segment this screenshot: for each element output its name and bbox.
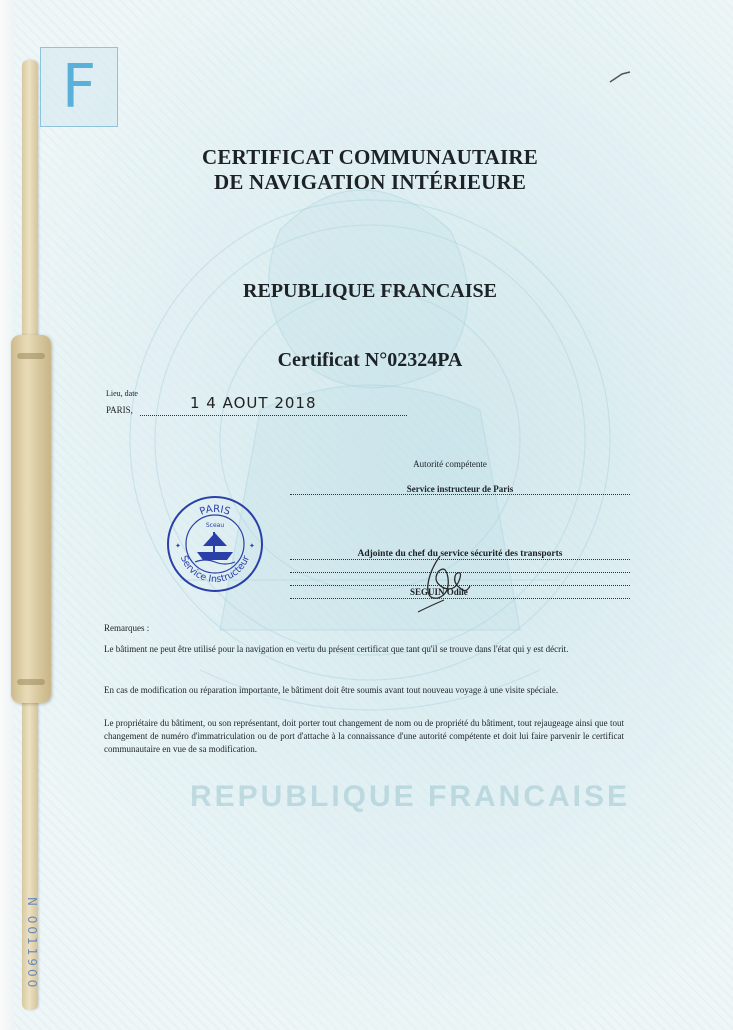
authority-label: Autorité compétente <box>413 459 487 469</box>
country-code: F <box>61 52 97 122</box>
stamp-bottom-text: Service Instructeur <box>177 554 253 586</box>
stamp-top-text: PARIS <box>198 503 232 518</box>
watermark-text: REPUBLIQUE FRANCAISE <box>190 780 631 813</box>
title-line-1: CERTIFICAT COMMUNAUTAIRE <box>202 145 538 169</box>
place-value: PARIS, <box>106 405 133 415</box>
signer-name-dotted-line <box>290 598 630 599</box>
authority-dotted-line <box>290 494 630 495</box>
certificate-number: Certificat N°02324PA <box>277 349 463 371</box>
remark-paragraph: Le propriétaire du bâtiment, ou son représentant, doit porter tout changement de nom ou de propriété du bâtiment, tout rejaugeage ainsi que tout changement de numéro d'immatriculation ou de port d'attache à la connaissance d'une autorité compétente et doit lui faire parvenir le certificat communautaire en vue de sa modification. <box>104 718 624 754</box>
svg-text:✦: ✦ <box>249 542 255 550</box>
issue-date: 1 4 AOUT 2018 <box>190 394 317 412</box>
binder-clip <box>11 335 51 703</box>
signer-name: SEGUIN Odile <box>410 587 468 597</box>
place-date-label: Lieu, date <box>106 389 138 398</box>
handwritten-signature <box>410 548 480 618</box>
svg-text:✦: ✦ <box>175 542 181 550</box>
document-title <box>170 145 570 195</box>
signer-role: Adjointe du chef du service sécurité des transports <box>357 549 563 559</box>
remarks-label: Remarques : <box>104 623 150 633</box>
serial-number: N 0011900 <box>25 897 39 991</box>
marianne-watermark <box>60 110 680 810</box>
corner-pen-mark <box>608 66 638 86</box>
stamp-ship-icon <box>195 532 235 564</box>
remark-paragraph: En cas de modification ou réparation importante, le bâtiment doit être soumis avant tout nouveau voyage à une visite spéciale. <box>104 685 559 695</box>
remark-paragraph: Le bâtiment ne peut être utilisé pour la navigation en vertu du présent certificat que tant qu'il se trouve dans l'état qui y est décrit. <box>104 644 569 654</box>
date-dotted-line <box>140 415 407 416</box>
official-stamp <box>165 494 265 594</box>
svg-text:PARIS <box>198 504 231 518</box>
republic-heading: REPUBLIQUE FRANCAISE <box>243 280 497 302</box>
stamp-inner-text: Sceau <box>205 522 225 529</box>
authority-value: Service instructeur de Paris <box>406 484 514 494</box>
title-line-2: DE NAVIGATION INTÉRIEURE <box>213 170 527 194</box>
country-code-box <box>40 47 118 127</box>
